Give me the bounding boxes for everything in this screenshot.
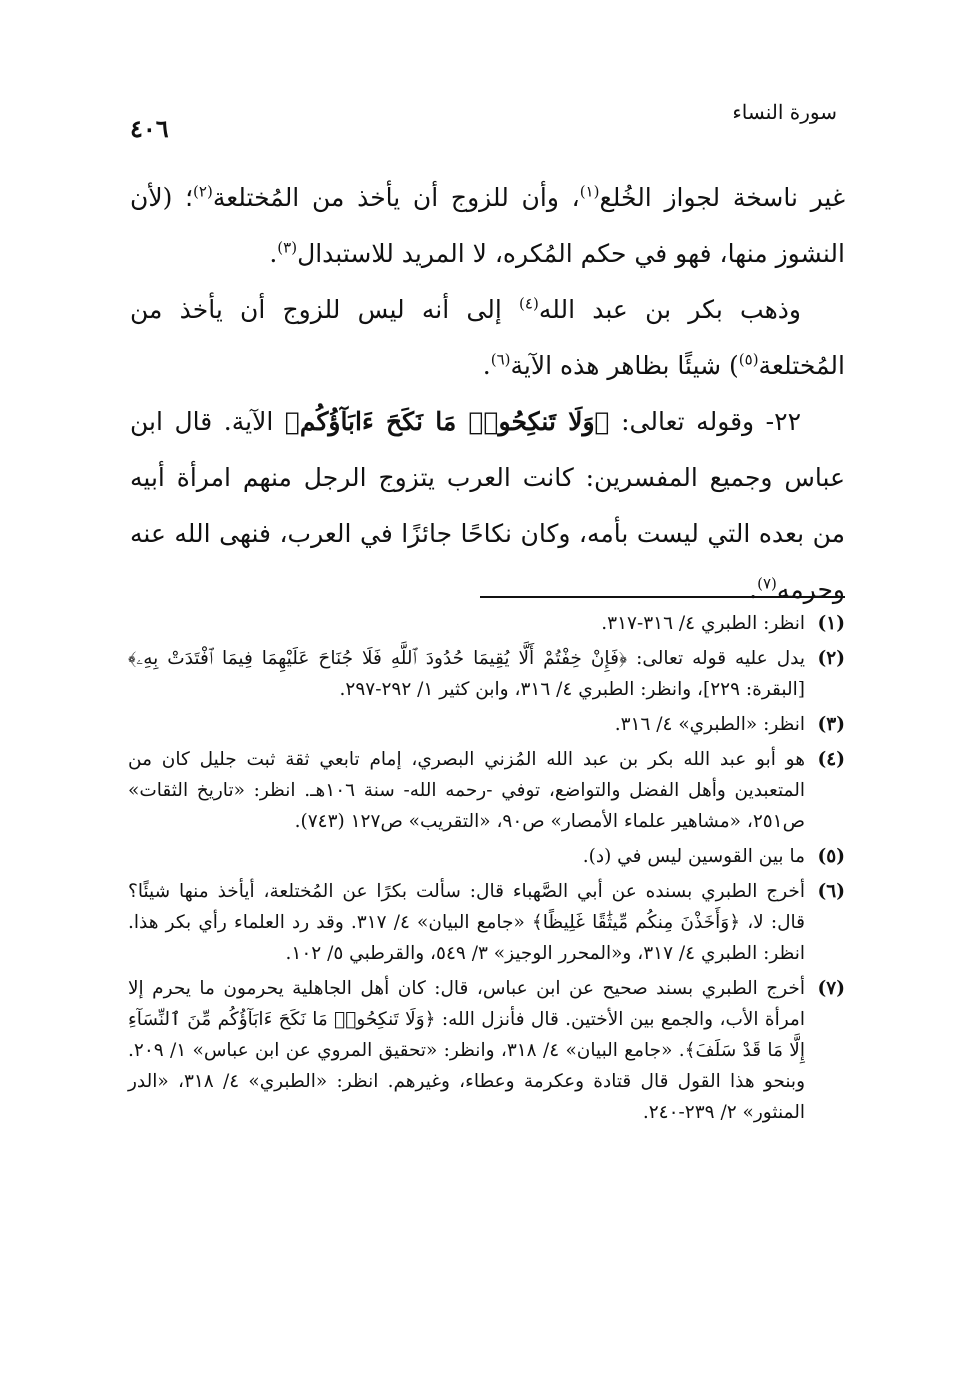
text-run: . [269,239,278,268]
text-run: ؛ (لأن النشوز منها، فهو في حكم المُكره، لا المريد للاستبدال [130,183,845,268]
footnote-ref: (٤) [519,294,539,313]
paragraph-2 [130,282,845,394]
footnote-text: يدل عليه قوله تعالى: ﴿فَإِنْ خِفْتُمْ أَلَّا يُقِيمَا حُدُودَ ٱللَّهِ فَلَا جُنَاحَ عَلَيْهِمَا فِيمَا ٱفْتَدَتْ بِهِۦ﴾ [البقرة: ٢٢٩]، وانظر: الطبري ٤/ ٣١٦، وابن كثير ١/ ٢٩٢-٢٩٧. [128,648,805,700]
text-run: إلى أنه ليس للزوج أن يأخذ من المُختلعة [130,295,845,380]
text-run: ، وأن للزوج أن يأخذ من المُختلعة [212,183,580,212]
paragraph-1 [130,170,845,282]
surah-title: سورة النساء [732,100,837,124]
footnote-ref: (٣) [277,238,298,257]
text-run: الآية. قال ابن عباس وجميع المفسرين: كانت العرب يتزوج الرجل منهم امرأة أبيه من بعده التي ليست بأمه، وكان نكاحًا جائزًا في العرب، فنهى الله عنه وحرمه [130,407,845,604]
footnote-number: (٣) [817,714,845,735]
page-number: ٤٠٦ [130,114,169,143]
footnote-number: (٥) [817,846,845,867]
footnote-ref: (٦) [490,350,511,369]
footnote-text: أخرج الطبري بسند صحيح عن ابن عباس، قال: كان أهل الجاهلية يحرمون ما يحرم إلا امرأة الأب، والجمع بين الأختين. قال فأنزل الله: ﴿وَلَا تَنكِحُوا۟ مَا نَكَحَ ءَابَآؤُكُم مِّنَ ٱلنِّسَآءِ إِلَّا مَا قَدْ سَلَفَ﴾. «جامع البيان» ٤/ ٣١٨، وانظر: «تحقيق المروي عن ابن عباس» ١/ ٢٠٩. وبنحو هذا القول قال قتادة وعكرمة وعطاء، وغيرهم. انظر: «الطبري» ٤/ ٣١٨، «الدر المنثور» ٢/ ٢٣٩-٢٤٠. [128,978,805,1123]
paragraph-3 [130,394,845,618]
footnote-ref: (٢) [193,182,213,201]
footnote-item [128,841,845,872]
text-run: وذهب بكر بن عبد الله [538,295,801,324]
footnote-text: ما بين القوسين ليس في (د). [582,846,805,867]
footnote-ref: (١) [579,182,600,201]
footnote-text: انظر: «الطبري» ٤/ ٣١٦. [614,714,805,735]
footnote-number: (٧) [817,978,845,999]
footnote-number: (١) [817,613,845,634]
footnote-item [128,643,845,705]
footnote-item [128,709,845,740]
footnote-text: انظر: الطبري ٤/ ٣١٦-٣١٧. [601,613,805,634]
footnote-item [128,608,845,639]
quran-verse: ﴿وَلَا تَنكِحُوا۟ مَا نَكَحَ ءَابَآؤُكُم﴾ [284,407,610,436]
footnote-divider [480,596,845,598]
footnote-number: (٢) [817,648,845,669]
main-text [130,170,845,618]
footnote-ref: (٥) [738,350,759,369]
footnote-number: (٤) [817,749,845,770]
footnote-item [128,973,845,1128]
footnote-text: هو أبو عبد الله بكر بن عبد الله المُزني البصري، إمام تابعي ثقة ثبت جليل كان من المتعبدين وأهل الفضل والتواضع، توفي -رحمه الله- سنة ١٠٦هـ. انظر: «تاريخ الثقات» ص٢٥١، «مشاهير علماء الأمصار» ص٩٠، «التقريب» ص١٢٧ (٧٤٣). [128,749,805,832]
footnote-ref: (٧) [757,574,777,593]
text-run: ٢٢- وقوله تعالى: [609,407,801,436]
text-run: غير ناسخة لجواز الخُلع [599,183,846,212]
footnote-text: أخرج الطبري بسنده عن أبي الصَّهباء قال: سألت بكرًا عن المُختلعة، أيأخذ منها شيئًا؟ قال: لا، ﴿وَأَخَذْنَ مِنكُم مِّيثَٰقًا غَلِيظًا﴾ «جامع البيان» ٤/ ٣١٧. وقد رد العلماء رأي بكر هذا. انظر: الطبري ٤/ ٣١٧، و«المحرر الوجيز» ٣/ ٥٤٩، والقرطبي ٥/ ١٠٢. [128,881,806,964]
page-header [130,100,837,143]
footnote-item [128,876,845,969]
footnotes [128,608,845,1132]
text-run: . [482,351,491,380]
footnote-item [128,744,845,837]
text-run: ) شيئًا بظاهر هذه الآية [510,351,739,380]
text-run: . [749,575,758,604]
footnote-number: (٦) [817,881,845,902]
